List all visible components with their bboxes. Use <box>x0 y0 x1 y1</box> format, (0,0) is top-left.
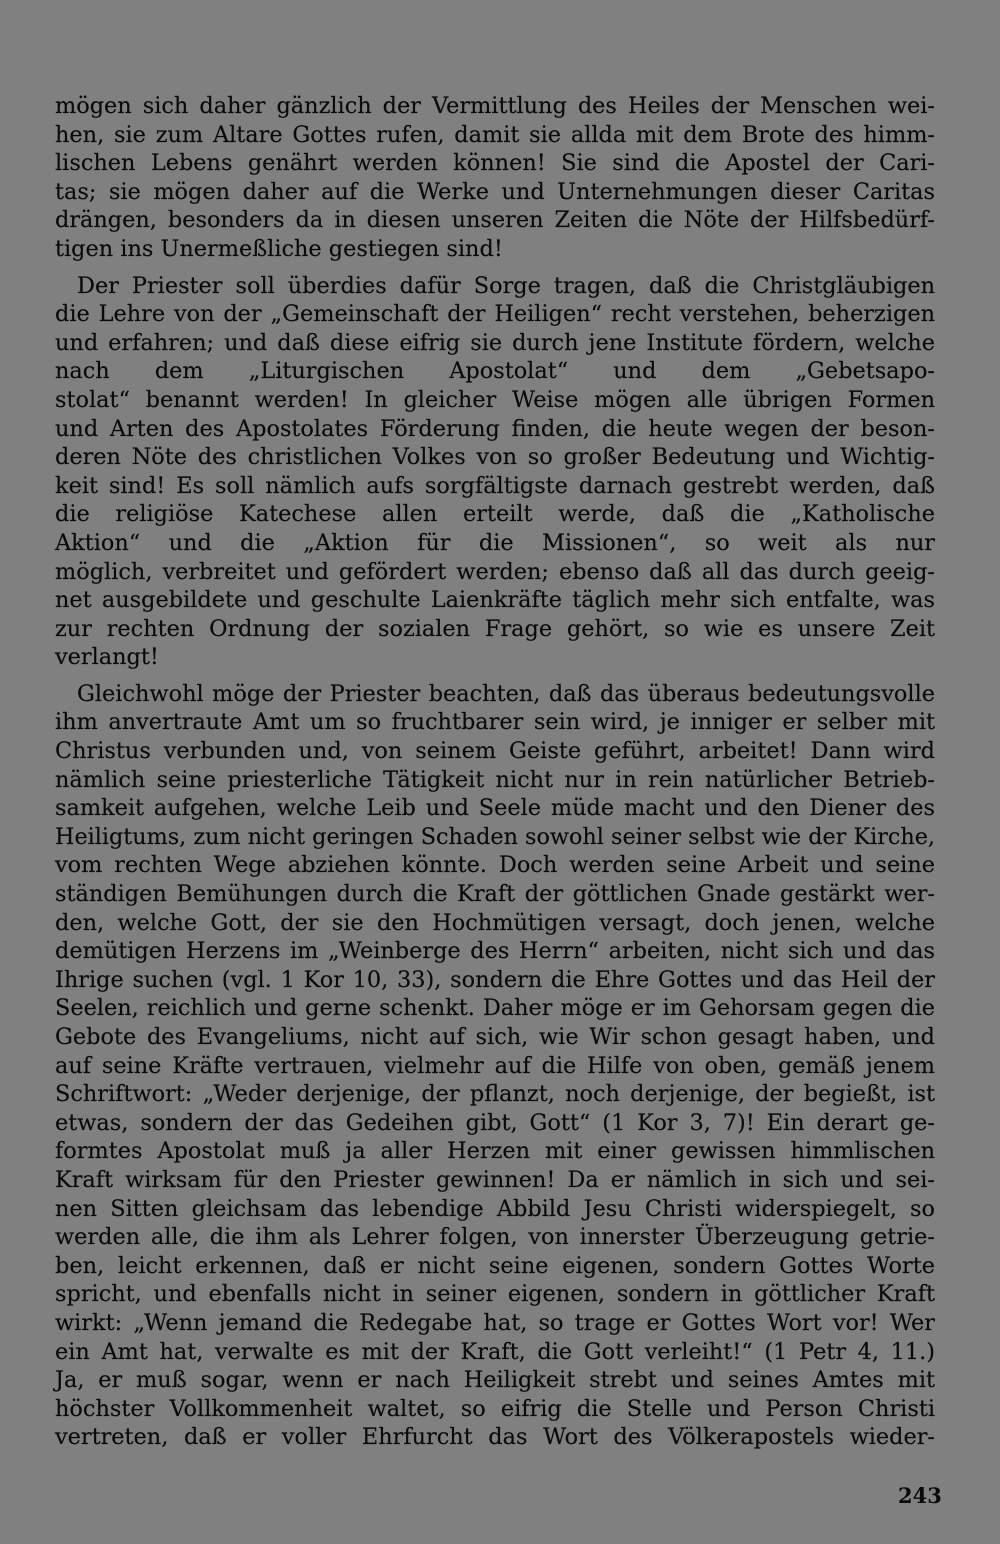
text-line: auf seine Kräfte vertrauen, vielmehr auf die Hilfe von oben, gemäß jenem <box>55 1052 935 1079</box>
text-line: hen, sie zum Altare Gottes rufen, damit sie allda mit dem Brote des himm- <box>55 121 935 148</box>
text-line: Aktion“ und die „Aktion für die Missionen“, so weit als nur <box>55 529 935 556</box>
text-line: Schriftwort: „Weder derjenige, der pflanzt, noch derjenige, der begießt, ist <box>55 1081 935 1108</box>
text-line: lischen Lebens genährt werden können! Sie sind die Apostel der Cari- <box>55 150 935 177</box>
text-line: keit sind! Es soll nämlich aufs sorgfältigste darnach gestrebt werden, daß <box>55 472 935 499</box>
text-line: ein Amt hat, verwalte es mit der Kraft, die Gott verleiht!“ (1 Petr 4, 11.) <box>55 1338 935 1365</box>
text-line: Gleichwohl möge der Priester beachten, daß das überaus bedeutungsvolle <box>77 680 935 707</box>
text-line: deren Nöte des christlichen Volkes von so großer Bedeutung und Wichtig- <box>55 444 935 471</box>
text-line: demütigen Herzens im „Weinberge des Herrn“ arbeiten, nicht sich und das <box>55 938 935 965</box>
text-line: die religiöse Katechese allen erteilt werde, daß die „Katholische <box>55 501 935 528</box>
text-line: tas; sie mögen daher auf die Werke und Unternehmungen dieser Caritas <box>55 178 935 205</box>
text-line: net ausgebildete und geschulte Laienkräfte täglich mehr sich entfalte, was <box>55 587 935 614</box>
text-line: verlangt! <box>55 644 159 671</box>
page-number: 243 <box>898 1483 942 1508</box>
text-line: formtes Apostolat muß ja aller Herzen mit einer gewissen himmlischen <box>55 1138 935 1165</box>
text-line: und Arten des Apostolates Förderung finden, die heute wegen der beson- <box>55 415 935 442</box>
text-line: Heiligtums, zum nicht geringen Schaden sowohl seiner selbst wie der Kirche, <box>55 823 936 850</box>
paragraph-3 <box>55 680 935 1452</box>
text-line: Ja, er muß sogar, wenn er nach Heiligkeit strebt und seines Amtes mit <box>55 1367 935 1394</box>
text-line: nen Sitten gleichsam das lebendige Abbild Jesu Christi widerspiegelt, so <box>55 1195 935 1222</box>
text-line: nach dem „Liturgischen Apostolat“ und dem „Gebetsapo- <box>55 358 935 385</box>
paragraph-2 <box>55 272 935 672</box>
text-line: samkeit aufgehen, welche Leib und Seele müde macht und den Diener des <box>55 795 935 822</box>
text-line: die Lehre von der „Gemeinschaft der Heiligen“ recht verstehen, beherzigen <box>55 301 935 328</box>
text-line: Kraft wirksam für den Priester gewinnen! Da er nämlich in sich und sei- <box>55 1166 935 1193</box>
text-line: drängen, besonders da in diesen unseren Zeiten die Nöte der Hilfsbedürf- <box>55 207 935 234</box>
text-line: ständigen Bemühungen durch die Kraft der göttlichen Gnade gestärkt wer- <box>55 881 935 908</box>
text-line: wirkt: „Wenn jemand die Redegabe hat, so trage er Gottes Wort vor! Wer <box>55 1309 935 1336</box>
text-line: ben, leicht erkennen, daß er nicht seine eigenen, sondern Gottes Worte <box>55 1252 935 1279</box>
paragraph-1 <box>55 92 935 264</box>
text-line: und erfahren; und daß diese eifrig sie durch jene Institute fördern, welche <box>55 329 935 356</box>
text-line: Gebote des Evangeliums, nicht auf sich, wie Wir schon gesagt haben, und <box>55 1024 935 1050</box>
page-body <box>55 92 935 1460</box>
text-line: spricht, und ebenfalls nicht in seiner eigenen, sondern in göttlicher Kraft <box>55 1281 935 1308</box>
text-line: ihm anvertraute Amt um so fruchtbarer sein wird, je inniger er selber mit <box>55 709 935 736</box>
text-line: Ihrige suchen (vgl. 1 Kor 10, 33), sondern die Ehre Gottes und das Heil der <box>55 966 935 993</box>
text-line: zur rechten Ordnung der sozialen Frage gehört, so wie es unsere Zeit <box>55 615 935 642</box>
text-line: tigen ins Unermeßliche gestiegen sind! <box>55 235 503 262</box>
text-line: etwas, sondern der das Gedeihen gibt, Gott“ (1 Kor 3, 7)! Ein derart ge- <box>55 1109 935 1136</box>
text-line: Der Priester soll überdies dafür Sorge tragen, daß die Christgläubigen <box>77 272 935 299</box>
text-line: möglich, verbreitet und gefördert werden; ebenso daß all das durch geeig- <box>55 558 935 585</box>
text-line: den, welche Gott, der sie den Hochmütigen versagt, doch jenen, welche <box>55 909 935 936</box>
text-line: stolat“ benannt werden! In gleicher Weise mögen alle übrigen Formen <box>55 386 935 413</box>
text-line: mögen sich daher gänzlich der Vermittlung des Heiles der Menschen wei- <box>55 93 935 119</box>
text-line: vertreten, daß er voller Ehrfurcht das Wort des Völkerapostels wieder- <box>55 1424 935 1451</box>
text-line: höchster Vollkommenheit waltet, so eifrig die Stelle und Person Christi <box>55 1395 935 1422</box>
text-line: Seelen, reichlich und gerne schenkt. Daher möge er im Gehorsam gegen die <box>55 995 935 1022</box>
text-line: werden alle, die ihm als Lehrer folgen, von innerster Überzeugung getrie- <box>55 1224 935 1251</box>
text-line: nämlich seine priesterliche Tätigkeit nicht nur in rein natürlicher Betrieb- <box>55 766 935 793</box>
text-line: vom rechten Wege abziehen könnte. Doch werden seine Arbeit und seine <box>55 852 935 879</box>
text-line: Christus verbunden und, von seinem Geiste geführt, arbeitet! Dann wird <box>55 738 935 765</box>
